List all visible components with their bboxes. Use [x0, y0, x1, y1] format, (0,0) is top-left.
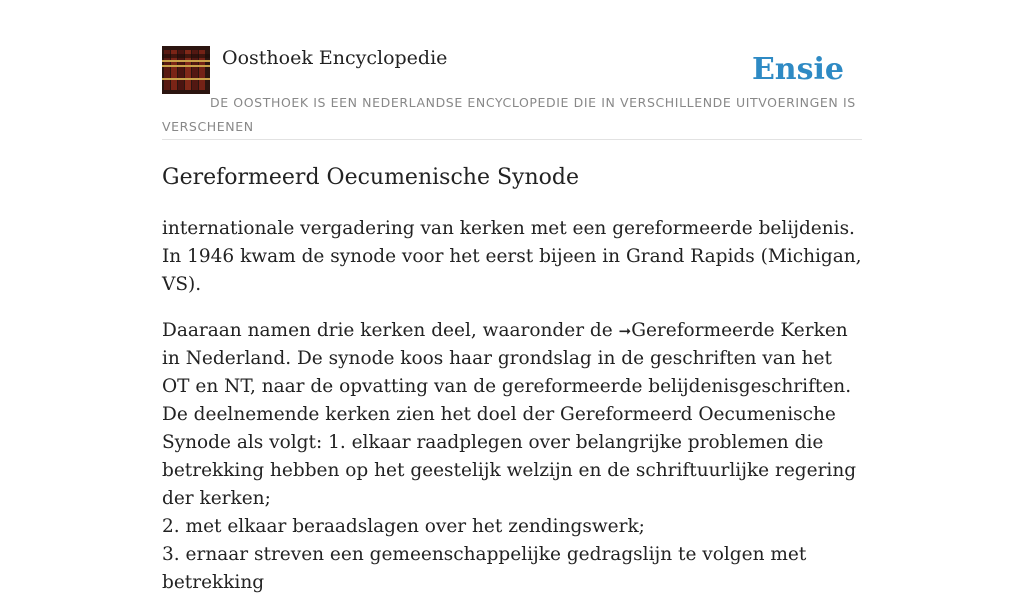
arrow-right-icon: ➞: [618, 322, 632, 340]
article-paragraph: internationale vergadering van kerken met een gereformeerde belijdenis. In 1946 kwam de synode voor het eerst bijeen in Grand Rapids (Michigan, VS).: [162, 218, 862, 295]
article-title: Gereformeerd Oecumenische Synode: [162, 165, 579, 190]
encyclopedia-books-avatar[interactable]: [162, 46, 210, 94]
paragraph-text: . De synode koos haar grondslag in de geschriften van het OT en NT, naar de opvatting van de gereformeerde belijdenisgeschriften. De deelnemende kerken zien het doel der Gereformeerd Oecumenische Synode als volgt: 1. elkaar raadplegen over belangrijke problemen die betrekking hebben op het geestelijk welzijn en de schriftuurlijke regering der kerken;: [162, 348, 857, 509]
article-paragraph: [162, 317, 864, 597]
paragraph-text: Daaraan namen drie kerken deel, waaronder de: [162, 320, 619, 341]
article: [162, 162, 864, 597]
site-name[interactable]: Oosthoek Encyclopedie: [222, 47, 448, 69]
site-tagline: DE OOSTHOEK IS EEN NEDERLANDSE ENCYCLOPEDIE DIE IN VERSCHILLENDE UITVOERINGEN IS VERSCHENEN: [162, 95, 856, 134]
books-icon: [162, 46, 210, 94]
ensie-logo[interactable]: Ensie: [751, 52, 844, 87]
list-item: 3. ernaar streven een gemeenschappelijke gedragslijn te volgen met betrekking: [162, 544, 807, 593]
site-header: [162, 46, 862, 140]
gereformeerde-kerken-link[interactable]: Gereformeerde Kerken in Nederland: [162, 320, 848, 369]
list-item: 2. met elkaar beraadslagen over het zendingswerk;: [162, 516, 645, 537]
